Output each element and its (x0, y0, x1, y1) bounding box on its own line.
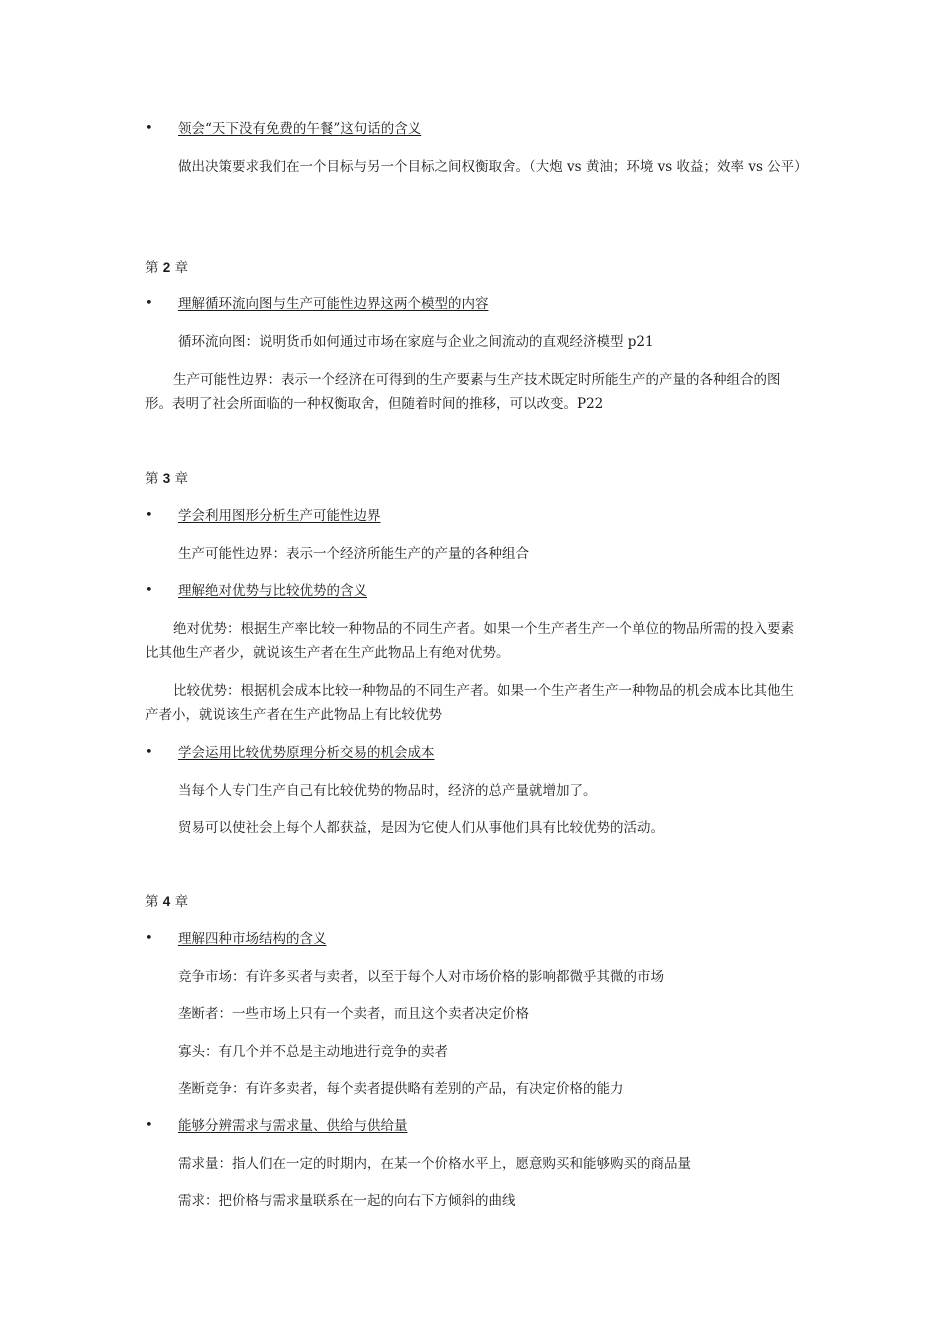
paragraph: 贸易可以使社会上每个人都获益，是因为它使人们从事他们具有比较优势的活动。 (178, 820, 664, 836)
paragraph: 比较优势：根据机会成本比较一种物品的不同生产者。如果一个生产者生产一种物品的机会成本比其他生产者小，就说该生产者在生产此物品上有比较优势 (145, 683, 794, 723)
bullet: • (145, 583, 153, 598)
paragraph: 做出决策要求我们在一个目标与另一个目标之间权衡取舍。（大炮 vs 黄油；环境 vs 收益；效率 vs 公平） (178, 159, 808, 175)
bullet: • (145, 508, 153, 523)
bullet: • (145, 1118, 153, 1133)
paragraph: 垄断竞争：有许多卖者，每个卖者提供略有差别的产品，有决定价格的能力 (178, 1081, 624, 1097)
topic-heading: 学会利用图形分析生产可能性边界 (178, 508, 381, 524)
bullet: • (145, 745, 153, 760)
paragraph: 垄断者：一些市场上只有一个卖者，而且这个卖者决定价格 (178, 1006, 529, 1022)
bullet: • (145, 296, 153, 311)
topic-heading: 理解循环流向图与生产可能性边界这两个模型的内容 (178, 296, 489, 312)
topic-heading: 领会“天下没有免费的午餐”这句话的含义 (178, 121, 422, 137)
paragraph: 生产可能性边界：表示一个经济在可得到的生产要素与生产技术既定时所能生产的产量的各种组合的图形。表明了社会所面临的一种权衡取舍，但随着时间的推移，可以改变。P22 (145, 372, 781, 412)
paragraph: 当每个人专门生产自己有比较优势的物品时，经济的总产量就增加了。 (178, 783, 597, 799)
paragraph: 绝对优势：根据生产率比较一种物品的不同生产者。如果一个生产者生产一个单位的物品所需的投入要素比其他生产者少，就说该生产者在生产此物品上有绝对优势。 (145, 621, 794, 661)
paragraph: 循环流向图：说明货币如何通过市场在家庭与企业之间流动的直观经济模型 p21 (178, 334, 654, 350)
topic-heading: 学会运用比较优势原理分析交易的机会成本 (178, 745, 435, 761)
paragraph: 需求：把价格与需求量联系在一起的向右下方倾斜的曲线 (178, 1193, 516, 1209)
topic-heading: 理解绝对优势与比较优势的含义 (178, 583, 367, 599)
chapter-heading: 第 4 章 (145, 894, 189, 910)
topic-heading: 理解四种市场结构的含义 (178, 931, 327, 947)
chapter-heading: 第 2 章 (145, 260, 189, 276)
topic-heading: 能够分辨需求与需求量、供给与供给量 (178, 1118, 408, 1134)
paragraph: 需求量：指人们在一定的时期内，在某一个价格水平上，愿意购买和能够购买的商品量 (178, 1156, 691, 1172)
chapter-heading: 第 3 章 (145, 471, 189, 487)
paragraph: 生产可能性边界：表示一个经济所能生产的产量的各种组合 (178, 546, 529, 562)
bullet: • (145, 121, 153, 136)
bullet: • (145, 931, 153, 946)
paragraph: 寡头：有几个并不总是主动地进行竞争的卖者 (178, 1044, 448, 1060)
paragraph: 竞争市场：有许多买者与卖者，以至于每个人对市场价格的影响都微乎其微的市场 (178, 969, 664, 985)
